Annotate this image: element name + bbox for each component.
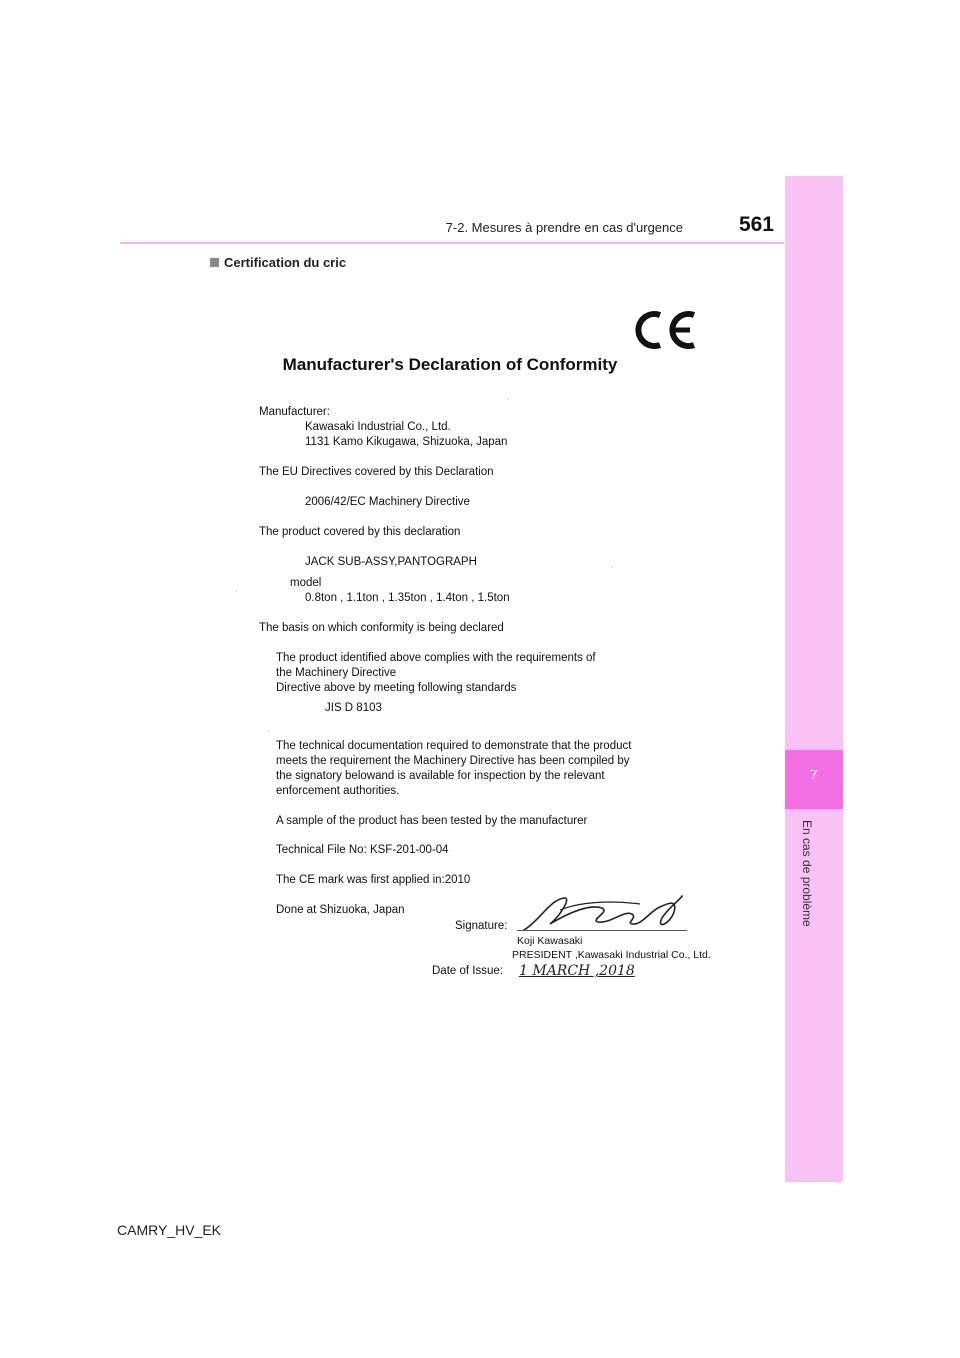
chapter-label-container — [800, 820, 820, 1050]
technical-line: meets the requirement the Machinery Directive has been compiled by — [276, 755, 630, 767]
chapter-label: En cas de problème — [800, 820, 814, 927]
chapter-number-tab — [785, 750, 843, 809]
declaration-title: Manufacturer's Declaration of Conformity — [282, 355, 618, 374]
manufacturer-label: Manufacturer: — [259, 406, 330, 418]
sample-text: A sample of the product has been tested by the manufacturer — [276, 815, 588, 827]
technical-line: the signatory belowand is available for inspection by the relevant — [276, 770, 605, 782]
basis-line: the Machinery Directive — [276, 667, 397, 679]
ce-mark-icon — [632, 308, 698, 357]
model-list: 0.8ton , 1.1ton , 1.35ton , 1.4ton , 1.5ton — [305, 592, 510, 604]
basis-label: The basis on which conformity is being declared — [259, 622, 504, 634]
basis-line: The product identified above complies with the requirements of — [276, 652, 596, 664]
signature-line — [517, 930, 687, 931]
directive: 2006/42/EC Machinery Directive — [305, 496, 470, 508]
scan-speck — [268, 731, 269, 732]
ce-applied-text: The CE mark was first applied in:2010 — [276, 874, 471, 886]
manufacturer-address: 1131 Kamo Kikugawa, Shizuoka, Japan — [305, 436, 508, 448]
page-number: 561 — [738, 213, 774, 236]
section-title-text: Certification du cric — [224, 255, 347, 270]
signatory-name: Koji Kawasaki — [517, 935, 583, 947]
done-at-text: Done at Shizuoka, Japan — [276, 904, 405, 916]
footer-model-code: CAMRY_HV_EK — [117, 1222, 222, 1238]
scan-speck — [612, 566, 613, 567]
section-title — [210, 255, 346, 270]
date-of-issue: 1 MARCH ,2018 — [519, 963, 635, 979]
chapter-number: 7 — [810, 767, 818, 782]
header-section-title: 7-2. Mesures à prendre en cas d'urgence — [445, 220, 683, 235]
scan-speck — [508, 398, 509, 399]
standard: JIS D 8103 — [325, 702, 382, 714]
model-label: model — [290, 577, 322, 589]
product-label: The product covered by this declaration — [259, 526, 461, 538]
product-name: JACK SUB-ASSY,PANTOGRAPH — [305, 556, 477, 568]
signatory-title: PRESIDENT ,Kawasaki Industrial Co., Ltd. — [512, 949, 711, 961]
date-label: Date of Issue: — [432, 965, 503, 977]
manufacturer-name: Kawasaki Industrial Co., Ltd. — [305, 421, 451, 433]
square-bullet-icon — [210, 258, 219, 267]
header-divider — [120, 242, 784, 244]
scan-speck — [236, 591, 237, 592]
basis-line: Directive above by meeting following standards — [276, 682, 517, 694]
signature-label: Signature: — [455, 920, 508, 932]
technical-line: enforcement authorities. — [276, 785, 400, 797]
technical-line: The technical documentation required to demonstrate that the product — [276, 740, 632, 752]
directives-label: The EU Directives covered by this Declaration — [259, 466, 494, 478]
technical-file-number: Technical File No: KSF-201-00-04 — [276, 844, 449, 856]
